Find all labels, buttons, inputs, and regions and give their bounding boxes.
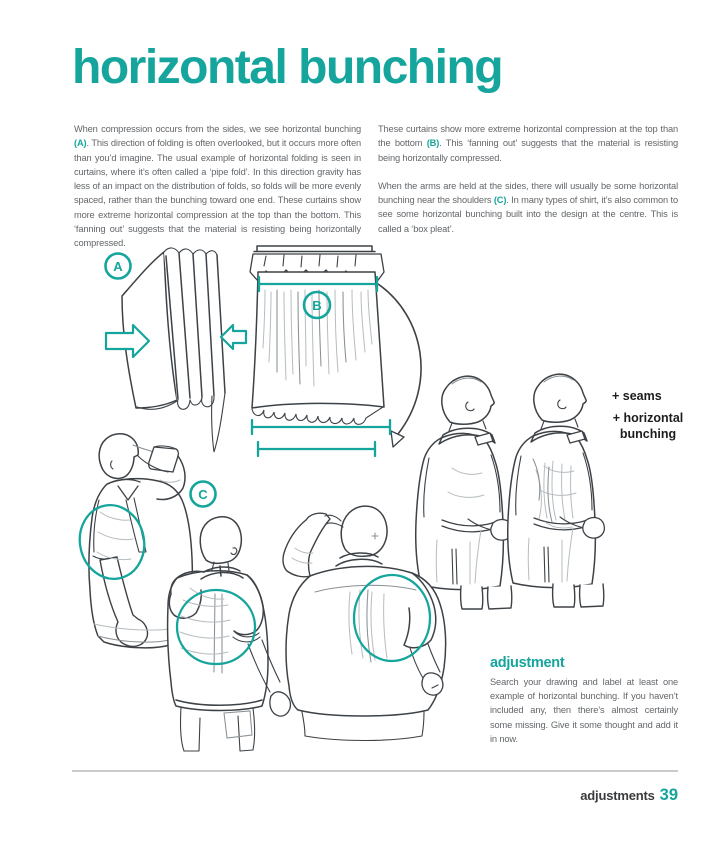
body-text: . This direction of folding is often overlooked, but it occurs more often than you’d imagine. The usual example of horizontal folding is seen in curtains, where it’s often called a ‘pipe fold’. In this direction gravity has less of an impact on the distribution of folds, so folds will be more evenly spaced, rather than the bunching toward one end. These curtains show more extreme horizontal compression at the top than the bottom. This ‘fanning out’ suggests that the material is resisting being horizontally compressed. xyxy=(74,138,361,249)
body-text: . This ‘fanning out’ suggests that the material is resisting being horizontally compressed. xyxy=(378,138,678,163)
figure-coat-man-bunching xyxy=(508,374,605,607)
body-text: When compression occurs from the sides, we see horizontal bunching xyxy=(74,124,361,134)
marker-c-letter: C xyxy=(198,487,208,502)
curve-arrowhead-icon xyxy=(391,431,404,447)
intro-text xyxy=(74,122,678,251)
paragraph xyxy=(74,122,361,251)
compression-arrow-left-icon xyxy=(221,325,246,349)
width-measure-compressed xyxy=(258,442,375,456)
body-text: These curtains show more extreme horizontal compression at the top than the bottom xyxy=(378,124,678,149)
adjustment-body: Search your drawing and label at least one example of horizontal bunching. If you haven’t included any, then there’s almost certainly some missing. Give it some thought and add it in now. xyxy=(490,677,678,744)
figure-ref-b: (B) xyxy=(426,138,440,149)
figure-ref-c: (C) xyxy=(493,195,507,206)
body-text: When the arms are held at the sides, there will usually be some horizontal bunching near the shoulders xyxy=(378,180,678,206)
curve-arrow xyxy=(378,284,421,434)
intro-right-column xyxy=(378,122,678,251)
marker-b-letter: B xyxy=(312,298,322,313)
curtain-a-illustration xyxy=(106,248,246,452)
figure-coat-man-seams xyxy=(416,376,513,609)
footer-page-number: 39 xyxy=(659,786,678,804)
body-text: . In many types of shirt, it’s also common to see some horizontal bunching built into the design at the centre. This is called a ‘box pleat’. xyxy=(378,195,678,234)
paragraph xyxy=(378,179,678,236)
adjustment-heading: adjustment xyxy=(490,655,565,671)
marker-a xyxy=(106,254,131,279)
curtain-b-illustration xyxy=(250,246,421,456)
footer-rule xyxy=(72,770,678,772)
footer-section-label: adjustments xyxy=(580,788,655,803)
marker-a-letter: A xyxy=(113,259,123,274)
page-title: horizontal bunching xyxy=(72,41,503,94)
horizontal-bunching-label: + horizontal bunching xyxy=(612,411,684,441)
marker-c xyxy=(191,482,216,507)
intro-left-column xyxy=(74,122,361,251)
adjustment-box xyxy=(490,655,678,746)
footer xyxy=(580,786,678,805)
figure-ref-a: (A) xyxy=(74,138,87,149)
paragraph xyxy=(378,122,678,165)
seams-label: + seams xyxy=(612,389,662,403)
